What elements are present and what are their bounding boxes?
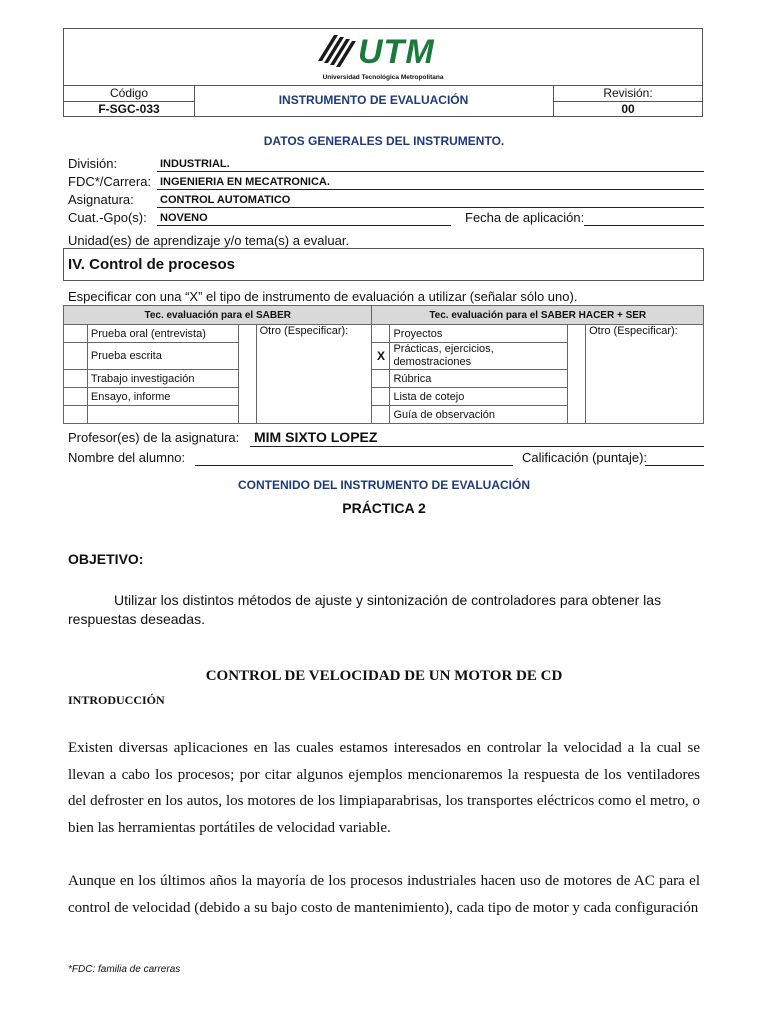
- objective-label: OBJETIVO:: [68, 551, 144, 567]
- teacher-label: Profesor(es) de la asignatura:: [68, 430, 240, 445]
- division-value: INDUSTRIAL.: [160, 158, 230, 170]
- intro-paragraph-1: Existen diversas aplicaciones en las cuales estamos interesados en controlar la velocidad a la cual se llevan a cabo los procesos; por citar algunos ejemplos mencionaremos la respuesta de los ventiladores del defroster en los autos, los motores de los limpiaparabrisas, los transportes eléctricos como el metro, o bien las herramientas portátiles de velocidad variable.: [68, 740, 700, 836]
- subject-value: CONTROL AUTOMATICO: [160, 194, 291, 206]
- saber-header: Tec. evaluación para el SABER: [64, 306, 372, 325]
- practice-title: PRÁCTICA 2: [342, 500, 426, 516]
- content-heading: CONTENIDO DEL INSTRUMENTO DE EVALUACIÓN: [237, 478, 530, 492]
- checkbox-hacer-0[interactable]: [372, 325, 390, 343]
- checkbox-saber-other[interactable]: [238, 325, 256, 424]
- checkbox-saber-2[interactable]: [64, 370, 88, 388]
- application-date-field[interactable]: [584, 225, 704, 226]
- career-label: FDC*/Carrera:: [68, 174, 152, 189]
- division-label: División:: [68, 156, 118, 171]
- intro-label: INTRODUCCIÓN: [68, 693, 165, 707]
- hacer-item-3: Lista de cotejo: [390, 388, 568, 406]
- utm-logo: [314, 31, 454, 73]
- saber-item-0: Prueba oral (entrevista): [87, 325, 238, 343]
- objective-text: Utilizar los distintos métodos de ajuste y sintonización de controladores para obtener las: [114, 592, 662, 608]
- evaluation-technique-table: [63, 305, 704, 424]
- document-title: INSTRUMENTO DE EVALUACIÓN: [278, 93, 469, 107]
- group-value: NOVENO: [160, 212, 208, 224]
- teacher-value: MIM SIXTO LOPEZ: [254, 429, 378, 445]
- section-title: CONTROL DE VELOCIDAD DE UN MOTOR DE CD: [205, 668, 563, 684]
- revision-label: Revisión:: [603, 86, 653, 100]
- checkbox-saber-3[interactable]: [64, 388, 88, 406]
- logo-emblem-icon: [314, 31, 358, 71]
- revision-value: 00: [621, 102, 635, 116]
- saber-hacer-header: Tec. evaluación para el SABER HACER + SER: [372, 306, 704, 325]
- saber-item-3: Ensayo, informe: [87, 388, 238, 406]
- checkbox-hacer-3[interactable]: [372, 388, 390, 406]
- saber-item-4: [87, 406, 238, 424]
- checkbox-hacer-4[interactable]: [372, 406, 390, 424]
- hacer-item-4: Guía de observación: [390, 406, 568, 424]
- general-data-heading: DATOS GENERALES DEL INSTRUMENTO.: [263, 134, 505, 148]
- checkbox-hacer-2[interactable]: [372, 370, 390, 388]
- unit-value: IV. Control de procesos: [68, 256, 235, 273]
- hacer-item-1: Prácticas, ejercicios, demostraciones: [390, 343, 568, 370]
- unit-box: [63, 248, 704, 281]
- student-name-field[interactable]: [195, 465, 513, 466]
- saber-other-label: Otro (Especificar):: [256, 325, 372, 424]
- checkbox-saber-1[interactable]: [64, 343, 88, 370]
- document-header: [63, 28, 703, 117]
- instrument-instruction: Especificar con una “X” el tipo de instrumento de evaluación a utilizar (señalar sólo uno).: [68, 289, 578, 304]
- hacer-item-2: Rúbrica: [390, 370, 568, 388]
- saber-item-2: Trabajo investigación: [87, 370, 238, 388]
- application-date-label: Fecha de aplicación:: [465, 210, 585, 225]
- group-label: Cuat.-Gpo(s):: [68, 210, 147, 225]
- student-label: Nombre del alumno:: [68, 450, 186, 465]
- score-label: Calificación (puntaje):: [522, 450, 648, 465]
- university-name: Universidad Tecnológica Metropolitana: [322, 74, 444, 81]
- intro-paragraph-2: Aunque en los últimos años la mayoría de los procesos industriales hacen uso de motores de AC para el control de velocidad (debido a su bajo costo de mantenimiento), cada tipo de motor y cada configuración: [68, 873, 700, 916]
- code-value: F-SGC-033: [98, 102, 160, 116]
- checkbox-saber-4[interactable]: [64, 406, 88, 424]
- checkbox-hacer-1[interactable]: X: [372, 343, 390, 370]
- code-label: Código: [109, 86, 149, 100]
- career-value: INGENIERIA EN MECATRONICA.: [160, 176, 330, 188]
- hacer-item-0: Proyectos: [390, 325, 568, 343]
- saber-item-1: Prueba escrita: [87, 343, 238, 370]
- hacer-other-label: Otro (Especificar):: [586, 325, 704, 424]
- objective-text-cont: respuestas deseadas.: [68, 611, 205, 627]
- footnote: *FDC: familia de carreras: [68, 964, 181, 975]
- score-field[interactable]: [645, 465, 704, 466]
- checkbox-saber-0[interactable]: [64, 325, 88, 343]
- subject-label: Asignatura:: [68, 192, 134, 207]
- checkbox-hacer-other[interactable]: [568, 325, 586, 424]
- units-label: Unidad(es) de aprendizaje y/o tema(s) a evaluar.: [68, 233, 350, 248]
- logo-text: UTM: [358, 33, 435, 71]
